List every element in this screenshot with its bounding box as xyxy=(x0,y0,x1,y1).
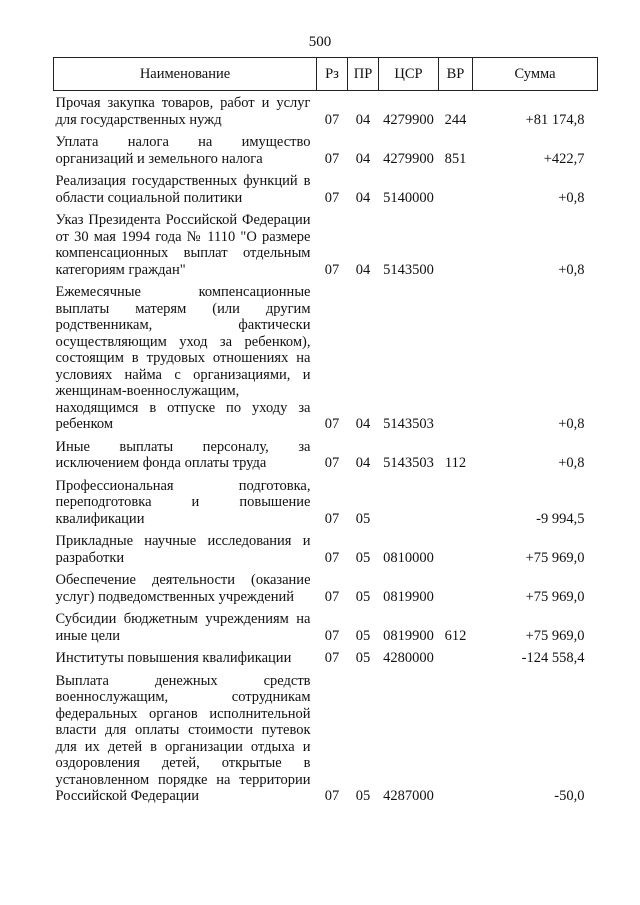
cell-pr: 04 xyxy=(355,189,371,206)
table-row xyxy=(54,433,598,472)
table-row xyxy=(54,605,598,644)
table-row xyxy=(54,278,598,433)
header-sum: Сумма xyxy=(473,58,598,91)
cell-sum: -124 558,4 xyxy=(521,650,585,666)
cell-rz: 07 xyxy=(324,588,340,605)
table-body xyxy=(54,91,598,805)
cell-csr: 0810000 xyxy=(383,549,434,566)
cell-rz: 07 xyxy=(324,788,340,804)
cell-vr xyxy=(439,167,473,206)
cell-rz: 07 xyxy=(324,416,340,432)
cell-pr: 04 xyxy=(355,416,371,432)
cell-rz: 07 xyxy=(324,627,340,644)
cell-name: Реализация государственных функций в области социальной политики xyxy=(55,173,311,206)
cell-name: Иные выплаты персоналу, за исключением фонда оплаты труда xyxy=(55,438,311,471)
cell-pr: 04 xyxy=(355,261,371,278)
table-row xyxy=(54,472,598,528)
page-number: 500 xyxy=(308,34,332,50)
cell-csr: 4280000 xyxy=(383,650,434,666)
table-row xyxy=(54,644,598,667)
cell-csr xyxy=(379,472,439,528)
cell-csr: 0819900 xyxy=(383,588,434,605)
cell-rz: 07 xyxy=(324,549,340,566)
header-row xyxy=(54,58,598,91)
cell-name: Субсидии бюджетным учреждениям на иные цели xyxy=(55,611,311,644)
header-csr: ЦСР xyxy=(379,58,439,91)
header-rz: Рз xyxy=(317,58,348,91)
cell-vr xyxy=(439,278,473,433)
cell-vr xyxy=(439,472,473,528)
cell-vr xyxy=(439,566,473,605)
cell-csr: 0819900 xyxy=(383,627,434,644)
cell-vr xyxy=(439,644,473,667)
cell-pr: 05 xyxy=(355,650,371,666)
cell-vr: 112 xyxy=(444,455,467,471)
budget-table xyxy=(53,57,598,805)
table-row xyxy=(54,91,598,129)
cell-rz: 07 xyxy=(324,455,340,471)
table-row xyxy=(54,167,598,206)
cell-pr: 05 xyxy=(355,510,371,527)
cell-pr: 04 xyxy=(355,455,371,471)
cell-name: Институты повышения квалификации xyxy=(55,650,292,666)
cell-pr: 04 xyxy=(355,150,371,167)
table-row xyxy=(54,527,598,566)
cell-pr: 05 xyxy=(355,549,371,566)
cell-csr: 5143500 xyxy=(383,261,434,278)
cell-rz: 07 xyxy=(324,261,340,278)
cell-sum: +0,8 xyxy=(558,189,585,206)
cell-pr: 05 xyxy=(355,627,371,644)
cell-name: Уплата налога на имущество организаций и земельного налога xyxy=(55,134,311,167)
header-pr: ПР xyxy=(348,58,379,91)
cell-sum: +0,8 xyxy=(558,261,585,278)
cell-sum: -50,0 xyxy=(554,788,585,804)
cell-csr: 5143503 xyxy=(383,416,434,432)
cell-sum: +75 969,0 xyxy=(525,549,585,566)
cell-name: Прочая закупка товаров, работ и услуг для государственных нужд xyxy=(55,95,311,128)
table-row xyxy=(54,667,598,805)
cell-rz: 07 xyxy=(324,150,340,167)
cell-vr: 612 xyxy=(444,627,467,644)
cell-name: Профессиональная подготовка, переподготовка и повышение квалификации xyxy=(55,477,311,527)
table-row xyxy=(54,128,598,167)
cell-csr: 5143503 xyxy=(383,455,434,471)
header-vr: ВР xyxy=(439,58,473,91)
cell-sum: +0,8 xyxy=(558,416,585,432)
cell-name: Ежемесячные компенсационные выплаты матерям (или другим родственникам, фактически осуществляющим уход за ребенком), состоящим в трудовых отношениях на условиях найма с организациями, и женщинам-военнослужащим, находящимся в отпуске по уходу за ребенком xyxy=(55,284,311,432)
cell-rz: 07 xyxy=(324,510,340,527)
cell-rz: 07 xyxy=(324,111,340,128)
cell-name: Указ Президента Российской Федерации от 30 мая 1994 года № 1110 "О размере компенсационных выплат отдельным категориям граждан" xyxy=(55,212,311,278)
cell-pr: 05 xyxy=(355,788,371,804)
cell-vr xyxy=(439,206,473,278)
cell-rz: 07 xyxy=(324,650,340,666)
table-row xyxy=(54,206,598,278)
cell-vr xyxy=(439,667,473,805)
cell-pr: 05 xyxy=(355,588,371,605)
cell-name: Выплата денежных средств военнослужащим, сотрудникам федеральных органов исполнительной власти для оплаты стоимости путевок для их детей в организации отдыха и оздоровления детей, открытые в установленном порядке на территории Российской Федерации xyxy=(55,672,311,804)
cell-csr: 4279900 xyxy=(383,111,434,128)
header-name: Наименование xyxy=(54,58,317,91)
cell-csr: 4279900 xyxy=(383,150,434,167)
cell-csr: 4287000 xyxy=(383,788,434,804)
cell-sum: -9 994,5 xyxy=(536,510,585,527)
cell-vr: 851 xyxy=(444,150,467,167)
cell-sum: +81 174,8 xyxy=(525,111,585,128)
cell-name: Прикладные научные исследования и разработки xyxy=(55,533,311,566)
table-row xyxy=(54,566,598,605)
cell-sum: +422,7 xyxy=(543,150,585,167)
cell-name: Обеспечение деятельности (оказание услуг) подведомственных учреждений xyxy=(55,572,311,605)
cell-rz: 07 xyxy=(324,189,340,206)
cell-csr: 5140000 xyxy=(383,189,434,206)
cell-sum: +0,8 xyxy=(558,455,585,471)
cell-vr xyxy=(439,527,473,566)
cell-pr: 04 xyxy=(355,111,371,128)
table-header xyxy=(54,58,598,91)
cell-sum: +75 969,0 xyxy=(525,588,585,605)
cell-sum: +75 969,0 xyxy=(525,627,585,644)
cell-vr: 244 xyxy=(444,111,467,128)
